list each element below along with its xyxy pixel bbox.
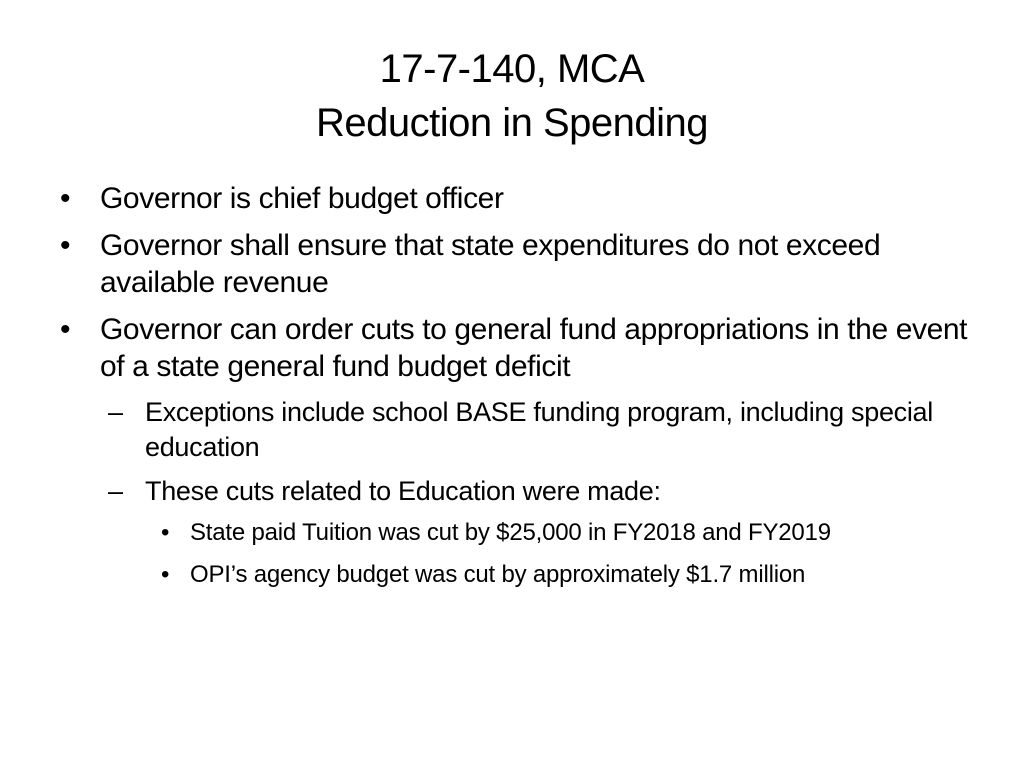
sub-sub-bullet-text: OPI’s agency budget was cut by approximately $1.7 million [190, 561, 806, 588]
bullet-item [56, 227, 976, 301]
sub-bullet-text: These cuts related to Education were made: [145, 476, 661, 506]
bullet-item [56, 311, 976, 385]
title-line-2: Reduction in Spending [315, 101, 709, 145]
sub-sub-bullet-item [145, 518, 976, 548]
bullet-text: Governor shall ensure that state expenditures do not exceed available revenue [100, 229, 881, 299]
bullet-icon: • [161, 561, 170, 588]
sub-sub-bullet-item [145, 560, 976, 590]
bullet-icon: • [60, 229, 71, 262]
bullet-item [56, 180, 976, 217]
sub-bullet-text: Exceptions include school BASE funding program, including special education [145, 397, 933, 462]
dash-icon: – [108, 397, 123, 427]
slide-title [0, 42, 1024, 150]
sub-bullet-item [100, 474, 976, 509]
bullet-icon: • [60, 182, 71, 215]
slide-content [56, 180, 976, 602]
dash-icon: – [108, 476, 123, 506]
bullet-text: Governor is chief budget officer [100, 182, 504, 215]
bullet-icon: • [60, 313, 71, 346]
bullet-text: Governor can order cuts to general fund appropriations in the event of a state general fund budget deficit [100, 313, 968, 383]
sub-sub-bullet-text: State paid Tuition was cut by $25,000 in FY2018 and FY2019 [190, 519, 831, 546]
title-line-1: 17-7-140, MCA [379, 47, 645, 91]
bullet-icon: • [161, 519, 170, 546]
sub-bullet-item [100, 395, 976, 465]
